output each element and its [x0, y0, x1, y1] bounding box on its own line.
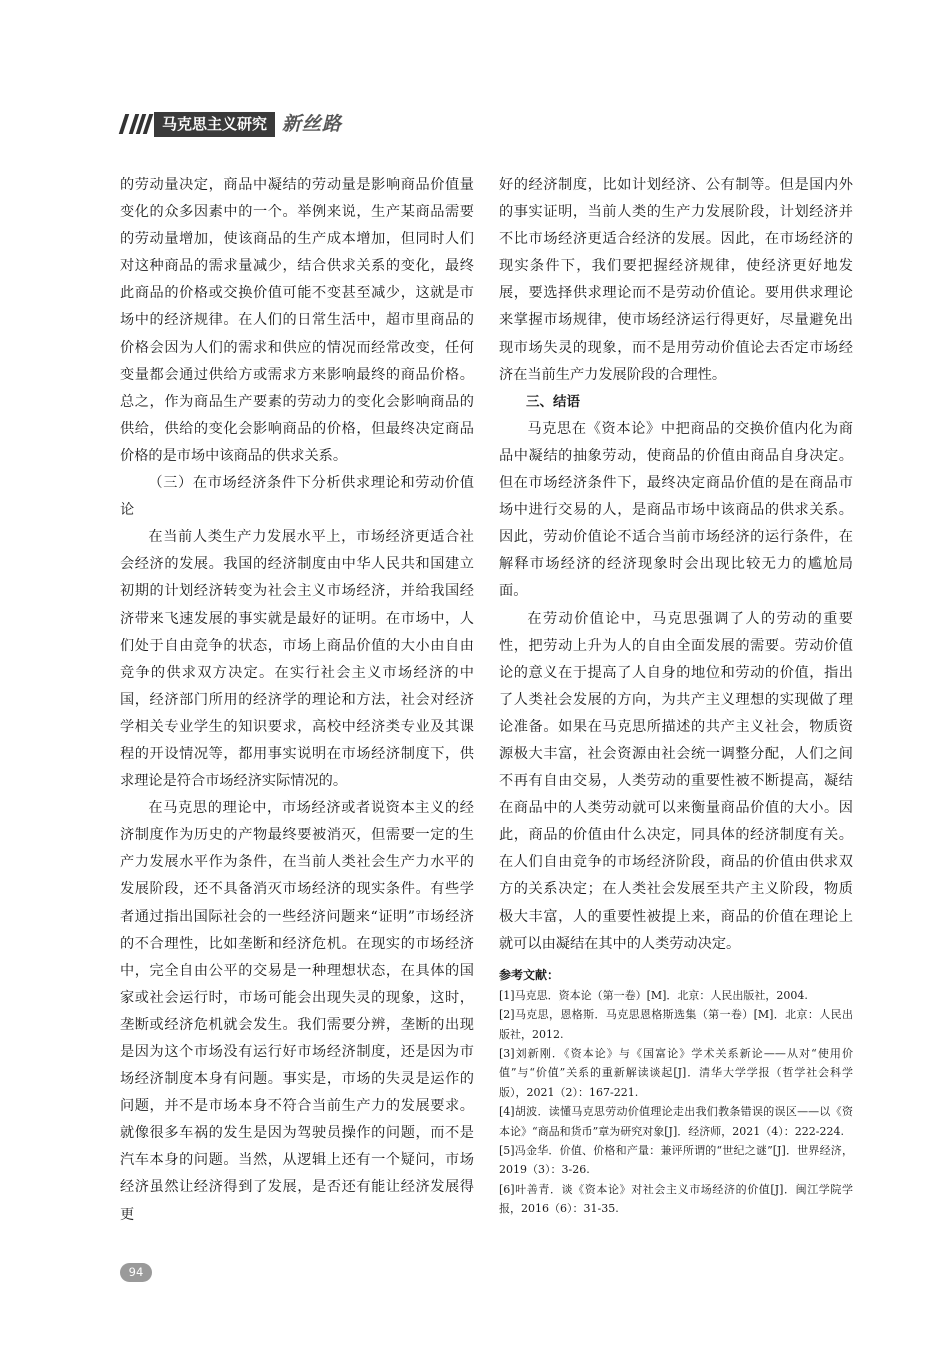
paragraph: 在当前人类生产力发展水平上，市场经济更适合社会经济的发展。我国的经济制度由中华人民共和国建立初期的计划经济转变为社会主义市场经济，并给我国经济带来飞速发展的事实就是最好的证明。在市场中，人们处于自由竞争的状态，市场上商品价值的大小由自由竞争的供求双方决定。在实行社会主义市场经济的中国，经济部门所用的经济学的理论和方法，社会对经济学相关专业学生的知识要求，高校中经济类专业及其课程的开设情况等，都用事实说明在市场经济制度下，供求理论是符合市场经济实际情况的。 — [120, 529, 474, 790]
journal-brand: 新丝路 — [282, 113, 343, 135]
references — [499, 964, 853, 1219]
left-column — [120, 172, 474, 1229]
reference-item: [3]刘新刚．《资本论》与《国富论》学术关系新论——从对“使用价值”与“价值”关系的重新解读谈起[J]．清华大学学报（哲学社会科学版），2021（2）：167-221. — [499, 1046, 853, 1099]
right-column — [499, 172, 853, 1219]
section-label: 马克思主义研究 — [154, 112, 275, 137]
reference-item: [4]胡波．读懂马克思劳动价值理论走出我们教条错误的误区——以《资本论》“商品和货币”章为研究对象[J]．经济师，2021（4）：222-224. — [499, 1105, 853, 1138]
reference-item: [6]叶善青．谈《资本论》对社会主义市场经济的价值[J]．闽江学院学报，2016（6）：31-35. — [499, 1182, 853, 1216]
section-heading: （三）在市场经济条件下分析供求理论和劳动价值论 — [120, 475, 474, 519]
reference-item: [2]马克思，恩格斯．马克思恩格斯选集（第一卷）[M]．北京：人民出版社，2012. — [499, 1008, 853, 1041]
page-number: 94 — [120, 1263, 152, 1282]
paragraph: 的劳动量决定，商品中凝结的劳动量是影响商品价值量变化的众多因素中的一个。举例来说，生产某商品需要的劳动量增加，使该商品的生产成本增加，但同时人们对这种商品的需求量减少，结合供求关系的变化，最终此商品的价格或交换价值可能不变甚至减少，这就是市场中的经济规律。在人们的日常生活中，超市里商品的价格会因为人们的需求和供应的情况而经常改变，任何变量都会通过供给方或需求方来影响最终的商品价格。总之，作为商品生产要素的劳动力的变化会影响商品的供给，供给的变化会影响商品的价格，但最终决定商品价格的是市场中该商品的供求关系。 — [120, 177, 474, 464]
paragraph: 马克思在《资本论》中把商品的交换价值内化为商品中凝结的抽象劳动，使商品的价值由商品自身决定。但在市场经济条件下，最终决定商品价值的是在商品市场中进行交易的人，是商品市场中该商品的供求关系。因此，劳动价值论不适合当前市场经济的运行条件，在解释市场经济的经济现象时会出现比较无力的尴尬局面。 — [499, 420, 853, 600]
section-heading: 三、结语 — [526, 393, 580, 410]
reference-item: [1]马克思．资本论（第一卷）[M]．北京：人民出版社，2004. — [499, 988, 808, 1002]
running-header — [118, 108, 378, 140]
header-stripes-icon — [118, 114, 154, 134]
references-title: 参考文献： — [499, 967, 560, 982]
paragraph: 在马克思的理论中，市场经济或者说资本主义的经济制度作为历史的产物最终要被消灭，但需要一定的生产力发展水平作为条件，在当前人类社会生产力水平的发展阶段，还不具备消灭市场经济的现实条件。有些学者通过指出国际社会的一些经济问题来“证明”市场经济的不合理性，比如垄断和经济危机。在现实的市场经济中，完全自由公平的交易是一种理想状态，在具体的国家或社会运行时，市场可能会出现失灵的现象，这时，垄断或经济危机就会发生。我们需要分辨，垄断的出现是因为这个市场没有运行好市场经济制度，还是因为市场经济制度本身有问题。事实是，市场的失灵是运作的问题，并不是市场本身不符合当前生产力的发展要求。就像很多车祸的发生是因为驾驶员操作的问题，而不是汽车本身的问题。当然，从逻辑上还有一个疑问，市场经济虽然让经济得到了发展，是否还有能让经济发展得更 — [120, 800, 474, 1223]
paragraph: 好的经济制度，比如计划经济、公有制等。但是国内外的事实证明，当前人类的生产力发展阶段，计划经济并不比市场经济更适合经济的发展。因此，在市场经济的现实条件下，我们要把握经济规律，使经济更好地发展，要选择供求理论而不是劳动价值论。要用供求理论来掌握市场规律，使市场经济运行得更好，尽量避免出现市场失灵的现象，而不是用劳动价值论去否定市场经济在当前生产力发展阶段的合理性。 — [499, 177, 853, 383]
reference-item: [5]冯金华．价值、价格和产量：兼评所谓的“世纪之谜”[J]．世界经济，2019（3）：3-26. — [499, 1143, 853, 1177]
paragraph: 在劳动价值论中，马克思强调了人的劳动的重要性，把劳动上升为人的自由全面发展的需要。劳动价值论的意义在于提高了人自身的地位和劳动的价值，指出了人类社会发展的方向，为共产主义理想的实现做了理论准备。如果在马克思所描述的共产主义社会，物质资源极大丰富，社会资源由社会统一调整分配，人们之间不再有自由交易，人类劳动的重要性被不断提高，凝结在商品中的人类劳动就可以来衡量商品价值的大小。因此，商品的价值由什么决定，同具体的经济制度有关。在人们自由竞争的市场经济阶段，商品的价值由供求双方的关系决定；在人类社会发展至共产主义阶段，物质极大丰富，人的重要性被提上来，商品的价值在理论上就可以由凝结在其中的人类劳动决定。 — [499, 610, 853, 952]
